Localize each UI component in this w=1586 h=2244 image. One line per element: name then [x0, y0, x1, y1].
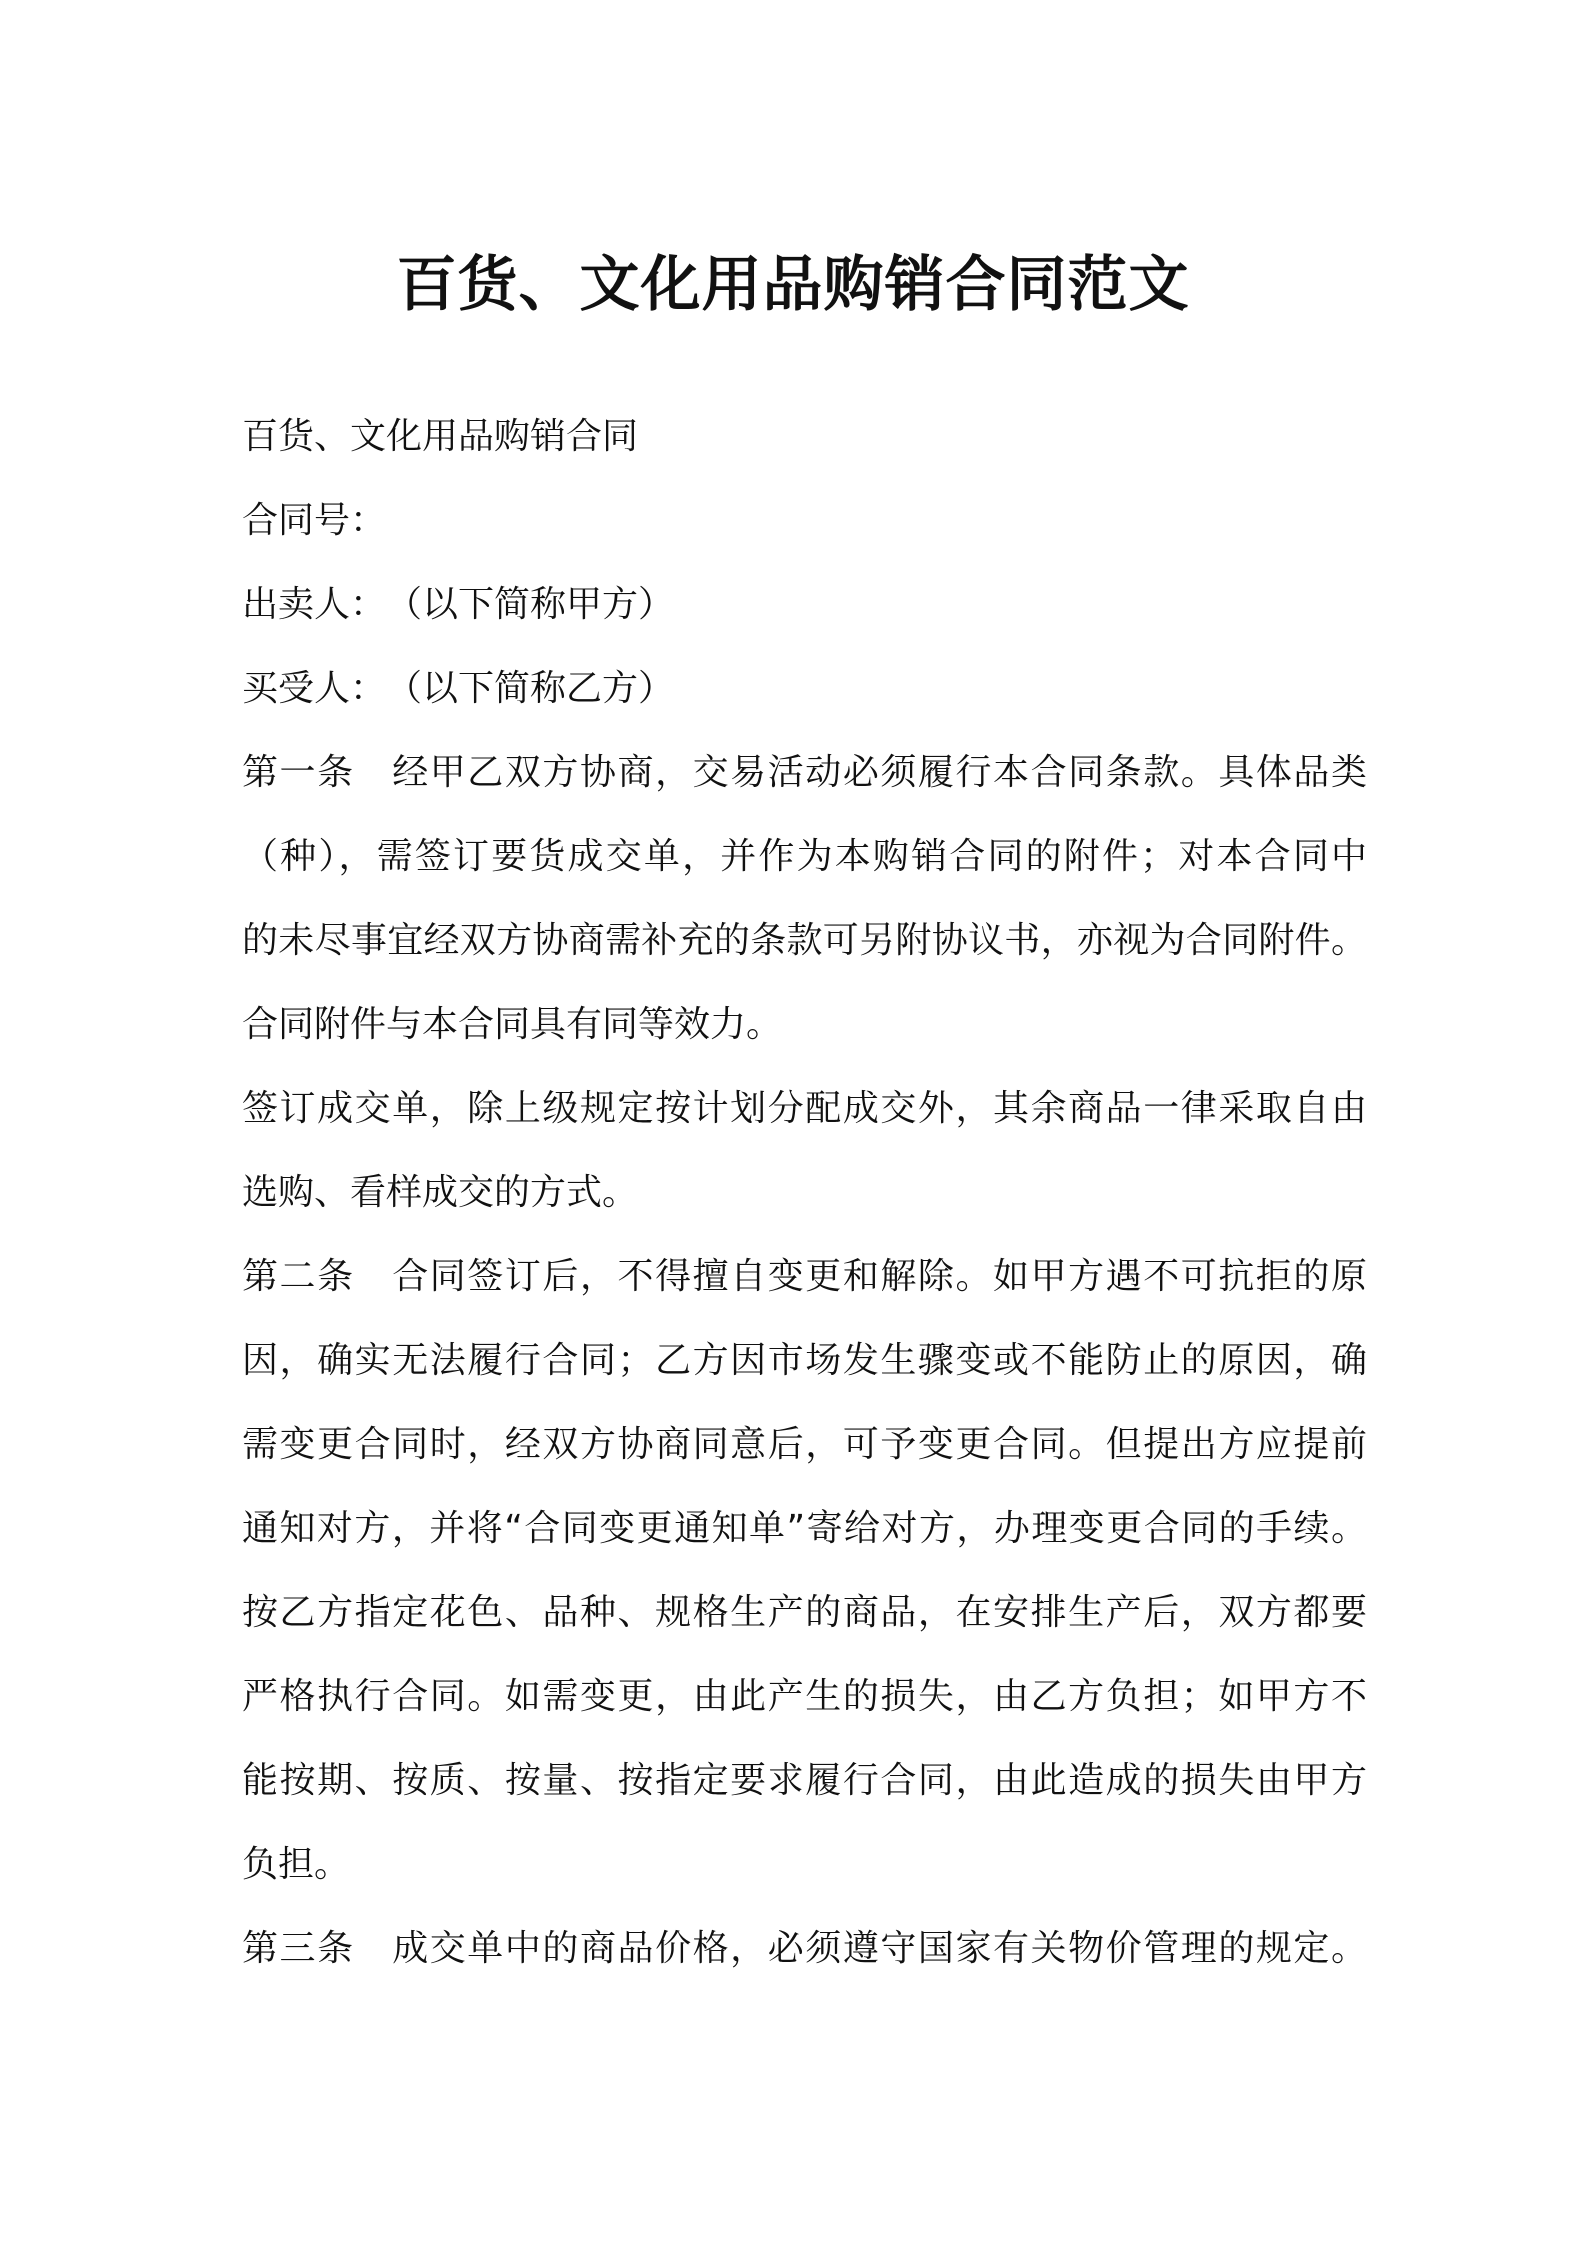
text-line: 合同号： [242, 500, 387, 541]
text-line: 百货、文化用品购销合同 [242, 416, 639, 457]
text-line: 选购、看样成交的方式。 [242, 1172, 639, 1213]
text-line: 能按期、按质、按量、按指定要求履行合同，由此造成的损失由甲方 [242, 1760, 1367, 1801]
text-line: 通知对方，并将“合同变更通知单”寄给对方，办理变更合同的手续。 [242, 1508, 1367, 1549]
text-line: 第一条 经甲乙双方协商，交易活动必须履行本合同条款。具体品类 [242, 752, 1367, 793]
text-line: 负担。 [242, 1844, 351, 1885]
text-line: 合同附件与本合同具有同等效力。 [242, 1004, 783, 1045]
document-title: 百货、文化用品购销合同范文 [396, 250, 1190, 321]
text-line: 第二条 合同签订后，不得擅自变更和解除。如甲方遇不可抗拒的原 [242, 1256, 1367, 1297]
text-line: 严格执行合同。如需变更，由此产生的损失，由乙方负担；如甲方不 [242, 1676, 1367, 1717]
text-line: 第三条 成交单中的商品价格，必须遵守国家有关物价管理的规定。 [242, 1928, 1367, 1969]
text-line: 按乙方指定花色、品种、规格生产的商品，在安排生产后，双方都要 [242, 1592, 1367, 1633]
text-line: 签订成交单，除上级规定按计划分配成交外，其余商品一律采取自由 [242, 1088, 1367, 1129]
text-line: 需变更合同时，经双方协商同意后，可予变更合同。但提出方应提前 [242, 1424, 1367, 1465]
text-line: （种），需签订要货成交单，并作为本购销合同的附件；对本合同中 [242, 836, 1367, 877]
text-line: 出卖人： （以下简称甲方） [242, 584, 675, 625]
text-line: 买受人： （以下简称乙方） [242, 668, 675, 709]
document-body [242, 395, 1367, 1991]
text-line: 因，确实无法履行合同；乙方因市场发生骤变或不能防止的原因，确 [242, 1340, 1367, 1381]
text-line: 的未尽事宜经双方协商需补充的条款可另附协议书，亦视为合同附件。 [242, 920, 1367, 961]
